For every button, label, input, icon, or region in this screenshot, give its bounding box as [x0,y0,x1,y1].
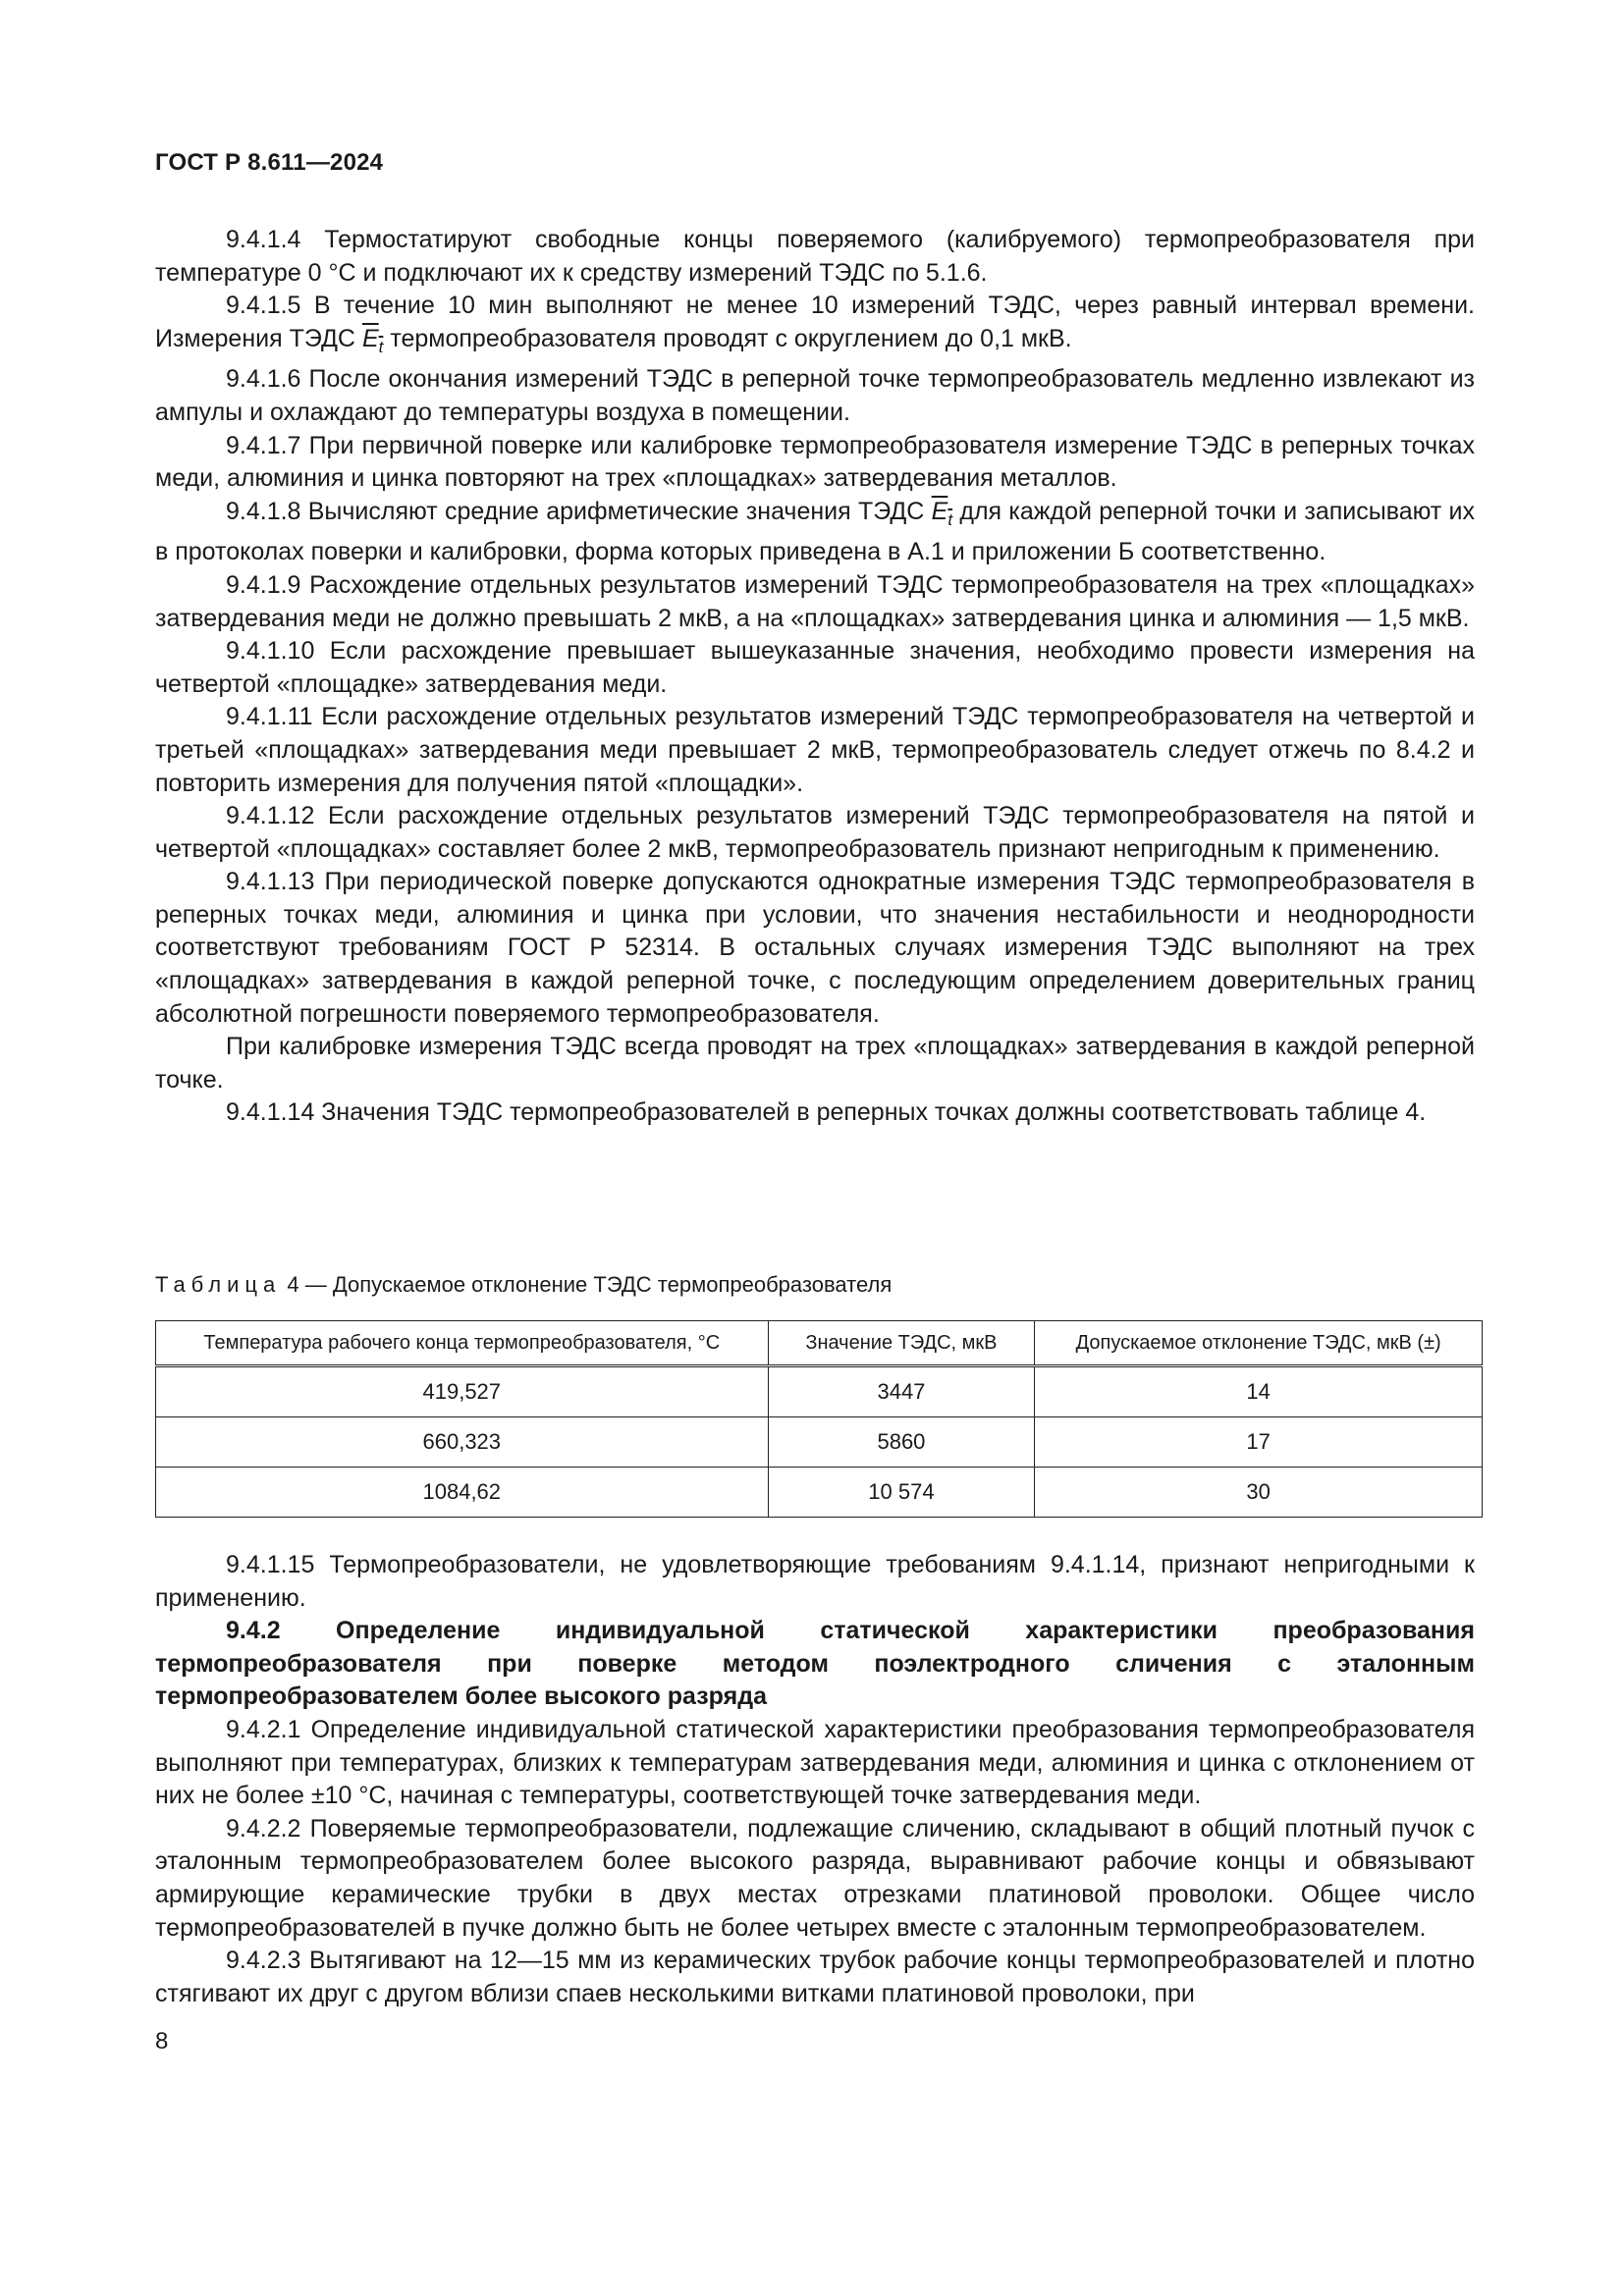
table-row [156,1468,1483,1518]
paragraph-9-4-1-5 [155,290,1475,363]
table-cell: 1084,62 [156,1468,769,1518]
paragraph-9-4-1-5-part2: термопреобразователя проводят с округлением до 0,1 мкВ. [390,324,1072,352]
document-header: ГОСТ Р 8.611—2024 [155,149,384,176]
section-heading-9-4-2: 9.4.2 Определение индивидуальной статической характеристики преобразования термопреобразователя при поверке методом поэлектродного сличения с эталонным термопреобразователем более высокого разряда [155,1617,1475,1711]
table-cell: 17 [1035,1417,1483,1468]
paragraph-9-4-1-8 [155,496,1475,569]
paragraph-9-4-1-5-part1: 9.4.1.5 В течение 10 мин выполняют не менее 10 измерений ТЭДС, через равный интервал времени. Измерения ТЭДС [155,292,1475,352]
body-text-bottom [155,1549,1475,2010]
table-cell: 660,323 [156,1417,769,1468]
paragraph-9-4-1-15: 9.4.1.15 Термопреобразователи, не удовлетворяющие требованиям 9.4.1.14, признают непригодными к применению. [155,1551,1475,1612]
body-text-top [155,224,1475,1130]
table-header-row [156,1321,1483,1366]
symbol-e-t: $E_t$ [931,497,953,529]
table-cell: 5860 [768,1417,1035,1468]
paragraph-9-4-1-14: 9.4.1.14 Значения ТЭДС термопреобразователей в реперных точках должны соответствовать таблице 4. [226,1098,1427,1127]
table-row [156,1366,1483,1417]
page-number: 8 [155,2028,169,2055]
paragraph-9-4-1-10: 9.4.1.10 Если расхождение превышает вышеуказанные значения, необходимо провести измерения на четвертой «площадке» затвердевания меди. [155,637,1475,698]
table-4 [155,1320,1483,1518]
paragraph-9-4-1-9: 9.4.1.9 Расхождение отдельных результатов измерений ТЭДС термопреобразователя на трех «площадках» затвердевания меди не должно превышать 2 мкВ, а на «площадках» затвердевания цинка и алюминия — 1,5 мкВ. [155,570,1475,632]
paragraph-9-4-1-11: 9.4.1.11 Если расхождение отдельных результатов измерений ТЭДС термопреобразователя на четвертой и третьей «площадках» затвердевания меди превышает 2 мкВ, термопреобразователь следует отжечь по 8.4.2 и повторить измерения для получения пятой «площадки». [155,703,1475,797]
table-row [156,1417,1483,1468]
symbol-e-t: $E_t$ [361,324,384,356]
paragraph-9-4-1-6: 9.4.1.6 После окончания измерений ТЭДС в реперной точке термопреобразователь медленно извлекают из ампулы и охлаждают до температуры воздуха в помещении. [155,365,1475,426]
paragraph-9-4-1-7: 9.4.1.7 При первичной поверке или калибровке термопреобразователя измерение ТЭДС в реперных точках меди, алюминия и цинка повторяют на трех «площадках» затвердевания металлов. [155,431,1475,493]
paragraph-9-4-1-8-part1: 9.4.1.8 Вычисляют средние арифметические значения ТЭДС [226,497,925,525]
paragraph-9-4-2-3: 9.4.2.3 Вытягивают на 12—15 мм из керамических трубок рабочие концы термопреобразователей и плотно стягивают их друг с другом вблизи спаев несколькими витками платиновой проволоки, при [155,1947,1475,2007]
paragraph-9-4-1-4: 9.4.1.4 Термостатируют свободные концы поверяемого (калибруемого) термопреобразователя при температуре 0 °С и подключают их к средству измерений ТЭДС по 5.1.6. [155,226,1475,287]
table-cell: 14 [1035,1366,1483,1417]
paragraph-9-4-1-8-part2: для каждой реперной точки и записывают их в протоколах поверки и калибровки, форма которых приведена в А.1 и приложении Б соответственно. [155,497,1476,566]
table-header-temperature: Температура рабочего конца термопреобразователя, °С [156,1321,769,1366]
table-header-tolerance: Допускаемое отклонение ТЭДС, мкВ (±) [1035,1321,1483,1366]
paragraph-9-4-2-2: 9.4.2.2 Поверяемые термопреобразователи, подлежащие сличению, складывают в общий плотный пучок с эталонным термопреобразователем более высокого разряда, выравнивают рабочие концы и обвязывают армирующие керамические трубки в двух местах отрезками платиновой проволоки. Общее число термопреобразователей в пучке должно быть не более четырех вместе с эталонным термопреобразователем. [155,1814,1475,1942]
table-caption-text: 4 — Допускаемое отклонение ТЭДС термопреобразователя [287,1272,893,1297]
paragraph-calibration: При калибровке измерения ТЭДС всегда проводят на трех «площадках» затвердевания в каждой реперной точке. [155,1033,1475,1094]
paragraph-9-4-1-13: 9.4.1.13 При периодической поверке допускаются однократные измерения ТЭДС термопреобразователя в реперных точках меди, алюминия и цинка при условии, что значения нестабильности и неоднородности соответствуют требованиям ГОСТ Р 52314. В остальных случаях измерения ТЭДС выполняют на трех «площадках» затвердевания в каждой реперной точке, с последующим определением доверительных границ абсолютной погрешности поверяемого термопреобразователя. [155,868,1475,1028]
table-header-emf-value: Значение ТЭДС, мкВ [768,1321,1035,1366]
table-cell: 10 574 [768,1468,1035,1518]
table-caption [155,1272,892,1298]
table-caption-word: Таблица [155,1272,282,1297]
table-cell: 30 [1035,1468,1483,1518]
paragraph-9-4-2-1: 9.4.2.1 Определение индивидуальной статической характеристики преобразования термопреобразователя выполняют при температурах, близких к температурам затвердевания меди, алюминия и цинка с отклонением от них не более ±10 °С, начиная с температуры, соответствующей точке затвердевания меди. [155,1715,1475,1810]
table-cell: 3447 [768,1366,1035,1417]
table-cell: 419,527 [156,1366,769,1417]
paragraph-9-4-1-12: 9.4.1.12 Если расхождение отдельных результатов измерений ТЭДС термопреобразователя на пятой и четвертой «площадках» составляет более 2 мкВ, термопреобразователь признают непригодным к применению. [155,802,1475,863]
